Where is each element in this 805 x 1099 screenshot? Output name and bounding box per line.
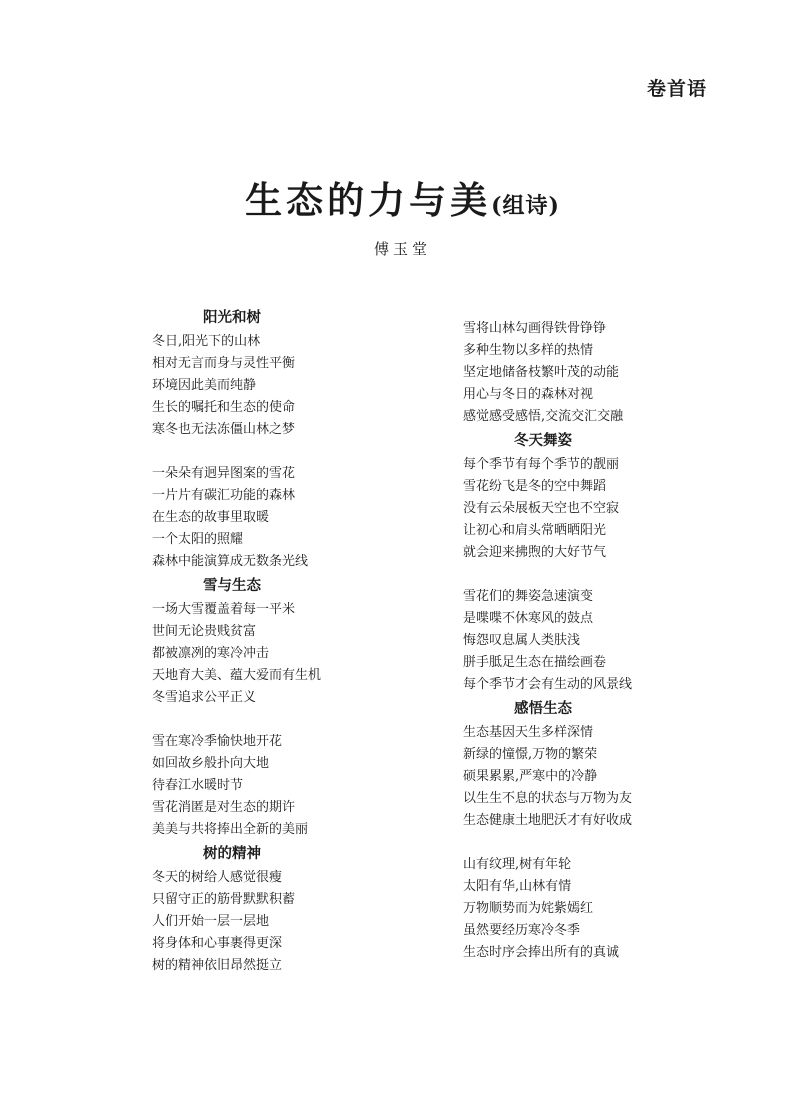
poem-line: 没有云朵展板天空也不空寂 bbox=[463, 501, 620, 516]
title-suffix: (组诗) bbox=[491, 193, 560, 219]
poem-title: 雪与生态 bbox=[203, 578, 261, 594]
poem-line: 让初心和肩头常晒晒阳光 bbox=[463, 523, 607, 538]
poem-line: 生态时序会捧出所有的真诚 bbox=[463, 945, 620, 960]
poem-line: 新绿的憧憬,万物的繁荣 bbox=[463, 747, 598, 762]
poem-line: 雪花纷飞是冬的空中舞蹈 bbox=[463, 479, 607, 494]
poem-line: 以生生不息的状态与万物为友 bbox=[463, 791, 633, 806]
poem-line: 相对无言而身与灵性平衡 bbox=[152, 356, 296, 371]
poem-line: 用心与冬日的森林对视 bbox=[463, 387, 594, 402]
poem-line: 一片片有碳汇功能的森林 bbox=[152, 488, 296, 503]
poem-line: 在生态的故事里取暖 bbox=[152, 510, 270, 525]
poem-line: 冬雪追求公平正义 bbox=[152, 690, 257, 705]
poem-title: 阳光和树 bbox=[203, 310, 261, 326]
poem-line: 雪在寒冷季愉快地开花 bbox=[152, 734, 283, 749]
poem-line: 一朵朵有迥异图案的雪花 bbox=[152, 466, 296, 481]
stanza bbox=[152, 331, 412, 441]
page-title: 生态的力与美 bbox=[245, 179, 492, 222]
poem-line: 将身体和心事裹得更深 bbox=[152, 936, 283, 951]
poem bbox=[463, 428, 723, 696]
stanza bbox=[463, 854, 723, 964]
poem-line: 都被凛冽的寒冷冲击 bbox=[152, 646, 270, 661]
stanza bbox=[463, 586, 723, 696]
title-block bbox=[0, 170, 805, 224]
poem bbox=[152, 573, 412, 841]
poem-line: 一场大雪覆盖着每一平米 bbox=[152, 602, 296, 617]
poem-line: 坚定地储备枝繁叶茂的动能 bbox=[463, 365, 620, 380]
poem-line: 万物顺势而为姹紫嫣红 bbox=[463, 901, 594, 916]
poem-line: 待春江水暖时节 bbox=[152, 778, 244, 793]
poem-line: 世间无论贵贱贫富 bbox=[152, 624, 257, 639]
poem-line: 就会迎来拂煦的大好节气 bbox=[463, 545, 607, 560]
poem-line: 生态基因天生多样深情 bbox=[463, 725, 594, 740]
stanza bbox=[152, 599, 412, 709]
stanza bbox=[463, 722, 723, 832]
poem-line: 美美与共将捧出全新的美丽 bbox=[152, 822, 309, 837]
stanza bbox=[463, 318, 723, 428]
section-tag: 卷首语 bbox=[646, 78, 707, 100]
poem-line: 感觉感受感悟,交流交汇交融 bbox=[463, 409, 624, 424]
poem-line: 虽然要经历寒冷冬季 bbox=[463, 923, 581, 938]
poem-line: 每个季节有每个季节的靓丽 bbox=[463, 457, 620, 472]
poem-line: 胼手胝足生态在描绘画卷 bbox=[463, 655, 607, 670]
poem-line: 一个太阳的照耀 bbox=[152, 532, 244, 547]
stanza bbox=[463, 454, 723, 564]
poem-line: 多种生物以多样的热情 bbox=[463, 343, 594, 358]
poem-line: 山有纹理,树有年轮 bbox=[463, 857, 572, 872]
poem-line: 雪花消匿是对生态的期许 bbox=[152, 800, 296, 815]
poem-line: 如回故乡般扑向大地 bbox=[152, 756, 270, 771]
poem-line: 悔怨叹息属人类肤浅 bbox=[463, 633, 581, 648]
poem-line: 冬天的树给人感觉很瘦 bbox=[152, 870, 283, 885]
poem-line: 生长的嘱托和生态的使命 bbox=[152, 400, 296, 415]
poem-line: 硕果累累,严寒中的冷静 bbox=[463, 769, 598, 784]
stanza bbox=[152, 731, 412, 841]
author: 傅玉堂 bbox=[373, 240, 431, 258]
poem-line: 树的精神依旧昂然挺立 bbox=[152, 958, 283, 973]
poem-line: 天地育大美、蕴大爱而有生机 bbox=[152, 668, 322, 683]
poem-line: 太阳有华,山林有情 bbox=[463, 879, 572, 894]
poem-line: 人们开始一层一层地 bbox=[152, 914, 270, 929]
poem-title: 树的精神 bbox=[203, 846, 261, 862]
poem-title: 感悟生态 bbox=[514, 701, 572, 717]
poem-line: 环境因此美而纯静 bbox=[152, 378, 257, 393]
stanza bbox=[152, 867, 412, 977]
right-column bbox=[463, 318, 723, 964]
poem-line: 雪将山林勾画得铁骨铮铮 bbox=[463, 321, 607, 336]
stanza bbox=[152, 463, 412, 573]
poem-line: 只留守正的筋骨默默积蓄 bbox=[152, 892, 296, 907]
poem-title: 冬天舞姿 bbox=[514, 433, 572, 449]
poem-line: 冬日,阳光下的山林 bbox=[152, 334, 261, 349]
poem-line: 生态健康土地肥沃才有好收成 bbox=[463, 813, 633, 828]
poem-line: 寒冬也无法冻僵山林之梦 bbox=[152, 422, 296, 437]
poem-line: 是喋喋不休寒风的鼓点 bbox=[463, 611, 594, 626]
poem bbox=[152, 841, 412, 977]
poem-line: 雪花们的舞姿急速演变 bbox=[463, 589, 594, 604]
poem-line: 每个季节才会有生动的风景线 bbox=[463, 677, 633, 692]
poem-line: 森林中能演算成无数条光线 bbox=[152, 554, 309, 569]
left-column bbox=[152, 305, 412, 977]
poem bbox=[152, 305, 412, 573]
poem bbox=[463, 696, 723, 964]
